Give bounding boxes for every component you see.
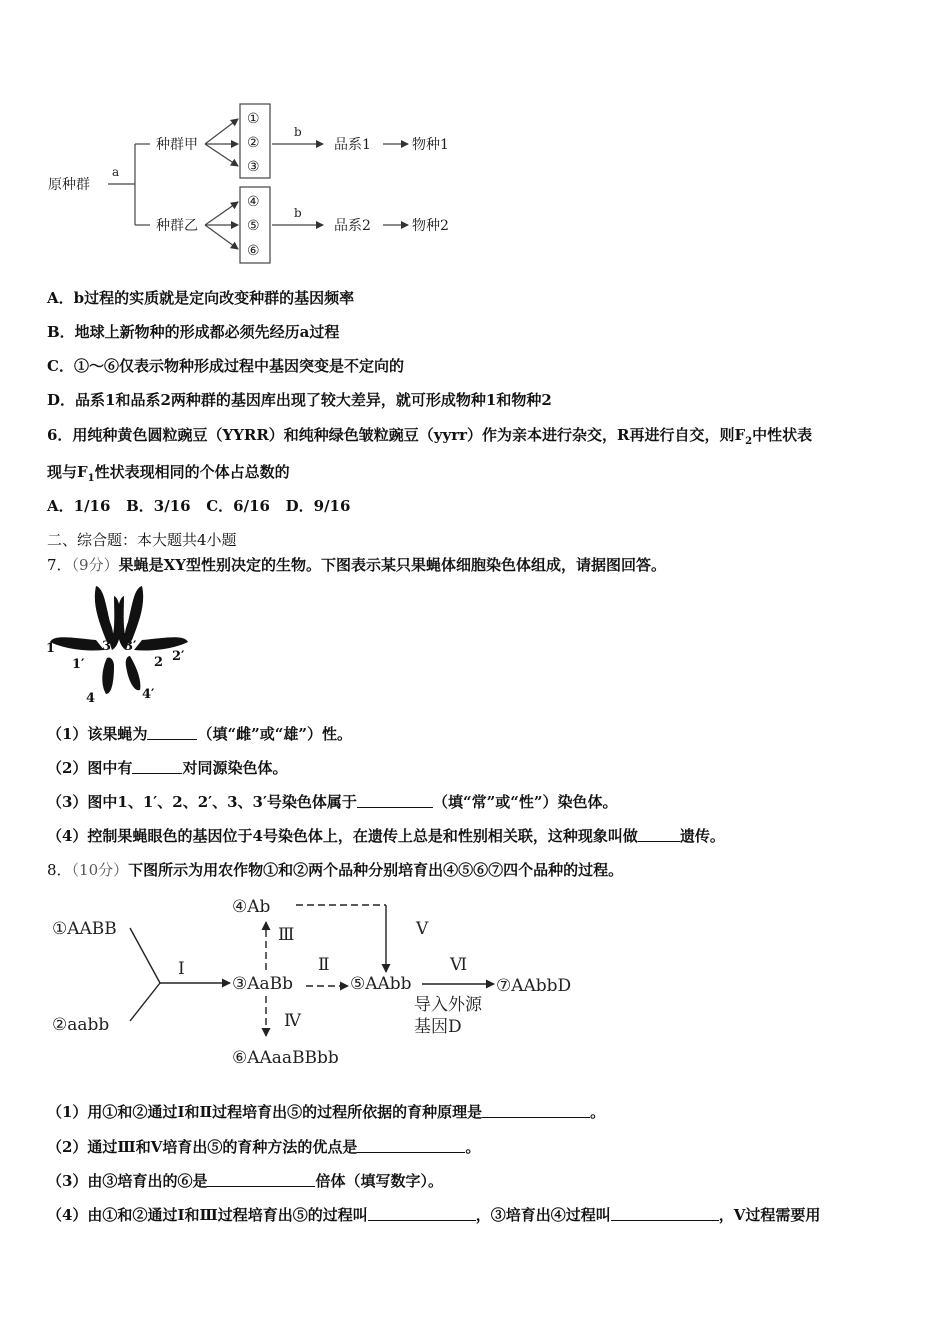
label-3-prime: 3′ bbox=[124, 639, 137, 654]
product-3: ③AaBb bbox=[232, 974, 294, 994]
strain-1-label: 品系1 bbox=[334, 137, 371, 153]
chromosome-3 bbox=[110, 633, 118, 641]
chromosome-4-prime bbox=[126, 656, 141, 690]
process-a-label: a bbox=[112, 165, 120, 179]
chromosome-2-arm bbox=[125, 586, 143, 644]
answer-blank[interactable] bbox=[132, 759, 182, 774]
circle-6: ⑥ bbox=[247, 243, 260, 259]
population-jia-label: 种群甲 bbox=[156, 137, 198, 153]
product-6: ⑥AAaaBBbb bbox=[232, 1048, 339, 1068]
circle-4: ④ bbox=[247, 194, 260, 210]
label-2: 2 bbox=[154, 655, 164, 670]
step-5-label: Ⅴ bbox=[416, 919, 429, 939]
circle-1: ① bbox=[247, 111, 260, 127]
q7-sub2: （2）图中有 对同源染色体。 bbox=[47, 759, 288, 777]
chromosome-4 bbox=[102, 657, 114, 694]
process-b-label-top: b bbox=[294, 125, 302, 139]
q6-stem-line1: 6．用纯种黄色圆粒豌豆（YYRR）和纯种绿色皱粒豌豆（yyrr）作为亲本进行杂交，R再进行自交，则$F_2$中性状表 bbox=[47, 426, 813, 447]
answer-blank[interactable] bbox=[368, 1206, 476, 1221]
answer-blank[interactable] bbox=[207, 1172, 315, 1187]
circle-3: ③ bbox=[247, 159, 260, 175]
parent-2: ②aabb bbox=[52, 1015, 110, 1035]
strain-2-label: 品系2 bbox=[334, 218, 371, 234]
answer-blank[interactable] bbox=[482, 1103, 590, 1118]
breeding-diagram bbox=[44, 886, 604, 1070]
circle-2: ② bbox=[247, 135, 260, 151]
origin-label: 原种群 bbox=[48, 177, 90, 193]
label-1-prime: 1′ bbox=[72, 657, 85, 672]
section-2-heading: 二、综合题：本大题共4小题 bbox=[47, 531, 237, 549]
q5-option-d: D．品系1和品系2两种群的基因库出现了较大差异，就可形成物种1和物种2 bbox=[47, 391, 552, 409]
q7-stem: 7．（9分）果蝇是XY型性别决定的生物。下图表示某只果蝇体细胞染色体组成，请据图回答。 bbox=[47, 556, 666, 574]
q8-sub4: （4）由①和②通过Ⅰ和Ⅲ过程培育出⑤的过程叫 ，③培育出④过程叫 ，Ⅴ过程需要用 bbox=[47, 1206, 821, 1224]
product-4: ④Ab bbox=[232, 897, 271, 917]
chromosome-1 bbox=[50, 637, 104, 650]
circle-5: ⑤ bbox=[247, 218, 260, 234]
label-4-prime: 4′ bbox=[142, 687, 155, 702]
label-2-prime: 2′ bbox=[172, 649, 185, 664]
q6-stem-line2: 现与$F_1$性状表现相同的个体占总数的 bbox=[47, 463, 290, 484]
chromosome-figure bbox=[44, 582, 194, 707]
q8-sub2: （2）通过Ⅲ和Ⅴ培育出⑤的育种方法的优点是 。 bbox=[47, 1138, 481, 1156]
q7-sub1: （1）该果蝇为 （填“雌”或“雄”）性。 bbox=[47, 725, 352, 743]
step-4-label: Ⅳ bbox=[284, 1011, 301, 1031]
answer-blank[interactable] bbox=[357, 793, 433, 808]
answer-blank[interactable] bbox=[357, 1138, 465, 1153]
step-2-label: Ⅱ bbox=[318, 955, 330, 975]
product-5: ⑤AAbb bbox=[350, 974, 412, 994]
step-3-label: Ⅲ bbox=[278, 925, 295, 945]
step-1-label: Ⅰ bbox=[178, 959, 185, 979]
parent-1: ①AABB bbox=[52, 919, 117, 939]
q5-option-c: C．①～⑥仅表示物种形成过程中基因突变是不定向的 bbox=[47, 357, 404, 375]
population-yi-label: 种群乙 bbox=[156, 218, 198, 234]
answer-blank[interactable] bbox=[638, 827, 680, 842]
answer-blank[interactable] bbox=[147, 725, 197, 740]
step-6-label: Ⅵ bbox=[450, 955, 468, 975]
q8-sub1: （1）用①和②通过Ⅰ和Ⅱ过程培育出⑤的过程所依据的育种原理是 。 bbox=[47, 1103, 606, 1121]
label-4: 4 bbox=[86, 691, 96, 706]
species-2-label: 物种2 bbox=[412, 218, 449, 234]
chromosome-1-arm bbox=[95, 586, 113, 644]
label-3: 3 bbox=[102, 639, 112, 654]
label-1: 1 bbox=[46, 641, 56, 656]
foreign-gene-note-line2: 基因D bbox=[414, 1017, 462, 1037]
foreign-gene-note-line1: 导入外源 bbox=[414, 995, 482, 1015]
q5-option-a: A．b过程的实质就是定向改变种群的基因频率 bbox=[47, 289, 355, 307]
product-7: ⑦AAbbD bbox=[496, 976, 572, 996]
q7-sub3: （3）图中1、1′、2、2′、3、3′号染色体属于 （填“常”或“性”）染色体。 bbox=[47, 793, 618, 811]
species-1-label: 物种1 bbox=[412, 137, 449, 153]
q5-option-b: B．地球上新物种的形成都必须先经历a过程 bbox=[47, 323, 340, 341]
answer-blank[interactable] bbox=[611, 1206, 719, 1221]
q7-sub4: （4）控制果蝇眼色的基因位于4号染色体上，在遗传上总是和性别相关联，这种现象叫做 遗传。 bbox=[47, 827, 725, 845]
q6-options: A．1/16 B．3/16 C．6/16 D．9/16 bbox=[47, 497, 351, 515]
q8-stem: 8．（10分）下图所示为用农作物①和②两个品种分别培育出④⑤⑥⑦四个品种的过程。 bbox=[47, 861, 624, 879]
q8-sub3: （3）由③培育出的⑥是 倍体（填写数字）。 bbox=[47, 1172, 443, 1190]
speciation-diagram bbox=[40, 92, 480, 272]
process-b-label-bottom: b bbox=[294, 206, 302, 220]
